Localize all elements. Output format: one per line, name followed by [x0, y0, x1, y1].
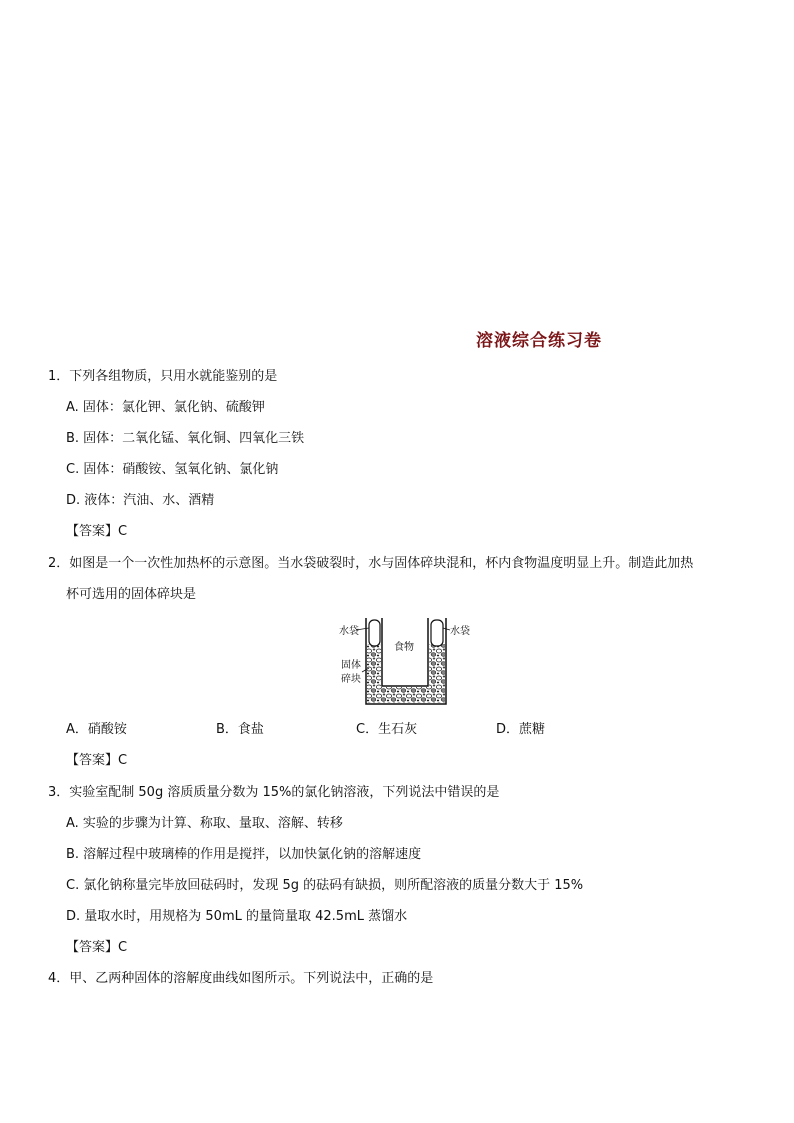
- solid-chunks-bottom: [381, 687, 429, 703]
- water-bag-left: [369, 620, 380, 646]
- question-1-stem: 1．下列各组物质，只用水就能鉴别的是: [48, 369, 278, 384]
- label-solid-1: 固体: [341, 660, 361, 671]
- question-3-option-a: A. 实验的步骤为计算、称取、量取、溶解、转移: [66, 816, 343, 831]
- solid-chunks-right: [429, 644, 445, 703]
- question-2-answer: 【答案】C: [66, 753, 128, 768]
- heating-cup-diagram: [336, 612, 476, 708]
- solid-chunks-left: [367, 644, 381, 703]
- label-food: 食物: [394, 642, 414, 653]
- question-3-option-d: D. 量取水时，用规格为 50mL 的量筒量取 42.5mL 蒸馏水: [66, 909, 408, 924]
- question-4-stem: 4．甲、乙两种固体的溶解度曲线如图所示。下列说法中，正确的是: [48, 971, 434, 986]
- question-1-option-b: B. 固体：二氧化锰、氧化铜、四氧化三铁: [66, 431, 305, 446]
- question-2-option-d: D．蔗糖: [496, 722, 546, 737]
- page-title: 溶液综合练习卷: [476, 331, 602, 351]
- label-water-bag-right: 水袋: [450, 626, 470, 637]
- question-2-option-c: C．生石灰: [356, 722, 418, 737]
- water-bag-right: [431, 620, 443, 646]
- question-3-option-b: B. 溶解过程中玻璃棒的作用是搅拌，以加快氯化钠的溶解速度: [66, 847, 422, 862]
- label-water-bag-left: 水袋: [339, 626, 359, 637]
- question-2-stem-line1: 2．如图是一个一次性加热杯的示意图。当水袋破裂时，水与固体碎块混和，杯内食物温度明显上升。制造此加热: [48, 556, 694, 571]
- question-3-answer: 【答案】C: [66, 940, 128, 955]
- label-solid-2: 碎块: [341, 674, 361, 685]
- question-3-stem: 3．实验室配制 50g 溶质质量分数为 15%的氯化钠溶液，下列说法中错误的是: [48, 785, 500, 800]
- question-1-option-d: D. 液体：汽油、水、酒精: [66, 493, 215, 508]
- question-3-option-c: C. 氯化钠称量完毕放回砝码时，发现 5g 的砝码有缺损，则所配溶液的质量分数大于 15%: [66, 878, 584, 893]
- question-2-option-a: A．硝酸铵: [66, 722, 127, 737]
- question-2-stem-line2: 杯可选用的固体碎块是: [66, 587, 197, 602]
- question-2-option-b: B．食盐: [216, 722, 264, 737]
- question-1-option-c: C. 固体：硝酸铵、氢氧化钠、氯化钠: [66, 462, 279, 477]
- question-1-option-a: A. 固体：氯化钾、氯化钠、硫酸钾: [66, 400, 265, 415]
- question-1-answer: 【答案】C: [66, 524, 128, 539]
